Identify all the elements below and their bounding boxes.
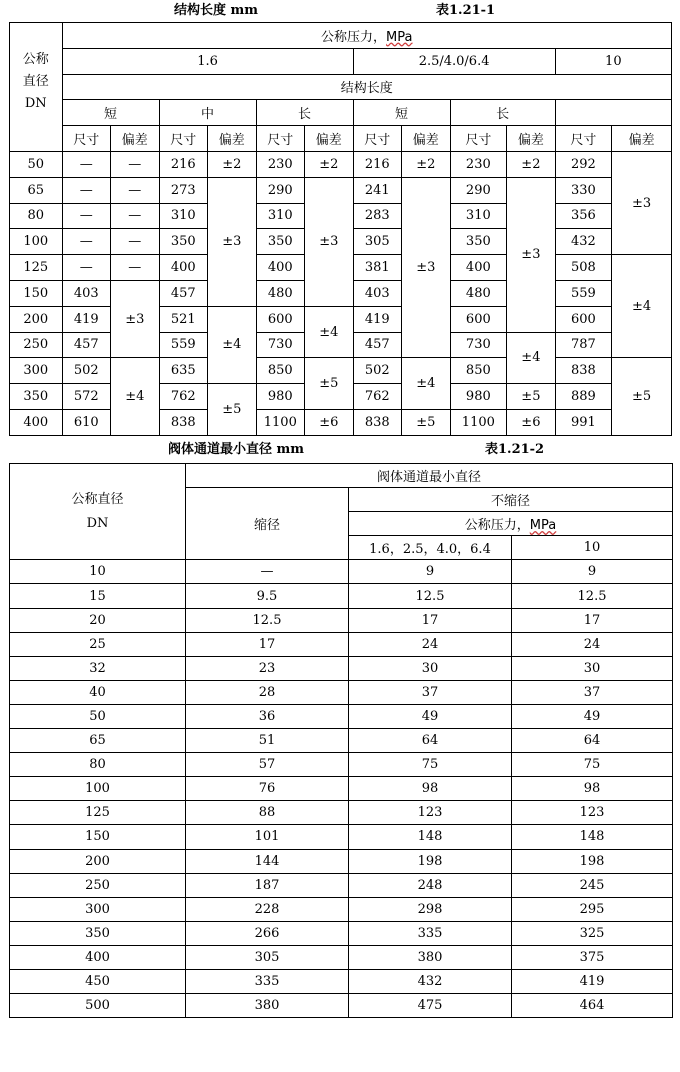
full-bore-pn10-cell: 75 bbox=[512, 753, 673, 777]
size-cell: 787 bbox=[555, 332, 612, 358]
dn-cell: 200 bbox=[10, 306, 63, 332]
size-cell: 400 bbox=[159, 255, 208, 281]
size-cell: 1100 bbox=[256, 409, 305, 435]
tolerance-cell: ±4 bbox=[612, 255, 672, 358]
full-bore-low-pressure-cell: 64 bbox=[349, 729, 512, 753]
table-row bbox=[10, 873, 673, 897]
full-bore-pn10-cell: 9 bbox=[512, 560, 673, 584]
table2-number: 表1.21-2 bbox=[485, 442, 545, 457]
size-cell: 635 bbox=[159, 358, 208, 384]
dn-cell: 500 bbox=[10, 994, 186, 1018]
tolerance-header: 偏差 bbox=[402, 126, 451, 152]
size-cell: 480 bbox=[256, 280, 305, 306]
size-cell: 838 bbox=[159, 409, 208, 435]
size-cell: 600 bbox=[555, 306, 612, 332]
table-row bbox=[10, 177, 672, 203]
size-cell: 381 bbox=[353, 255, 402, 281]
reduced-bore-cell: 335 bbox=[186, 969, 349, 993]
table-row bbox=[10, 994, 673, 1018]
dn-cell: 300 bbox=[10, 358, 63, 384]
size-cell: 457 bbox=[62, 332, 111, 358]
size-cell: — bbox=[62, 151, 111, 177]
full-bore-low-pressure-cell: 248 bbox=[349, 873, 512, 897]
table1-type-row bbox=[10, 100, 672, 126]
reduced-bore-cell: — bbox=[186, 560, 349, 584]
tolerance-cell: ±5 bbox=[612, 358, 672, 435]
size-cell: 350 bbox=[450, 229, 507, 255]
size-cell: 559 bbox=[159, 332, 208, 358]
size-cell: 230 bbox=[450, 151, 507, 177]
size-cell: 730 bbox=[256, 332, 305, 358]
dn-cell: 350 bbox=[10, 384, 63, 410]
reduced-bore-cell: 101 bbox=[186, 825, 349, 849]
tolerance-cell: ±5 bbox=[305, 358, 354, 410]
dn-cell: 65 bbox=[10, 729, 186, 753]
size-cell: 400 bbox=[450, 255, 507, 281]
tolerance-header: 偏差 bbox=[208, 126, 257, 152]
full-bore-low-pressure-cell: 30 bbox=[349, 656, 512, 680]
size-cell: 457 bbox=[159, 280, 208, 306]
full-bore-pn10-cell: 198 bbox=[512, 849, 673, 873]
size-header: 尺寸 bbox=[256, 126, 305, 152]
full-bore-low-pressure-cell: 198 bbox=[349, 849, 512, 873]
size-cell: 290 bbox=[256, 177, 305, 203]
full-bore-low-pressure-cell: 148 bbox=[349, 825, 512, 849]
table-row bbox=[10, 825, 673, 849]
dn-header-cell bbox=[10, 464, 186, 560]
reduced-bore-cell: 88 bbox=[186, 801, 349, 825]
dn-header-line: 公称直径 bbox=[71, 491, 124, 507]
size-cell: 216 bbox=[353, 151, 402, 177]
table-row bbox=[10, 945, 673, 969]
size-cell: 457 bbox=[353, 332, 402, 358]
full-bore-low-pressure-cell: 75 bbox=[349, 753, 512, 777]
reduced-bore-cell: 228 bbox=[186, 897, 349, 921]
reduced-bore-cell: 9.5 bbox=[186, 584, 349, 608]
tolerance-cell: ±4 bbox=[111, 358, 160, 435]
size-header: 尺寸 bbox=[555, 126, 612, 152]
dn-cell: 10 bbox=[10, 560, 186, 584]
size-cell: 1100 bbox=[450, 409, 507, 435]
size-cell: 572 bbox=[62, 384, 111, 410]
table-row bbox=[10, 897, 673, 921]
size-cell: 400 bbox=[256, 255, 305, 281]
reduced-bore-cell: 51 bbox=[186, 729, 349, 753]
size-cell: 432 bbox=[555, 229, 612, 255]
dn-cell: 65 bbox=[10, 177, 63, 203]
full-bore-pn10-cell: 295 bbox=[512, 897, 673, 921]
dn-cell: 400 bbox=[10, 409, 63, 435]
dn-cell: 400 bbox=[10, 945, 186, 969]
pressure-low: 1.6，2.5，4.0，6.4 bbox=[349, 536, 512, 560]
size-cell: 762 bbox=[159, 384, 208, 410]
dn-cell: 300 bbox=[10, 897, 186, 921]
reduced-bore-cell: 144 bbox=[186, 849, 349, 873]
dn-cell: 350 bbox=[10, 921, 186, 945]
length-header: 结构长度 bbox=[62, 74, 671, 100]
dn-cell: 125 bbox=[10, 801, 186, 825]
size-cell: 419 bbox=[62, 306, 111, 332]
size-cell: 600 bbox=[256, 306, 305, 332]
reduced-bore-cell: 187 bbox=[186, 873, 349, 897]
full-bore-low-pressure-cell: 432 bbox=[349, 969, 512, 993]
size-cell: 290 bbox=[450, 177, 507, 203]
reduced-bore-cell: 380 bbox=[186, 994, 349, 1018]
tolerance-header: 偏差 bbox=[111, 126, 160, 152]
size-cell: 521 bbox=[159, 306, 208, 332]
size-cell: 330 bbox=[555, 177, 612, 203]
full-bore-pn10-cell: 98 bbox=[512, 777, 673, 801]
size-cell: 356 bbox=[555, 203, 612, 229]
table-row bbox=[10, 849, 673, 873]
full-bore-pn10-cell: 375 bbox=[512, 945, 673, 969]
size-cell: 480 bbox=[450, 280, 507, 306]
type-long: 长 bbox=[256, 100, 353, 126]
full-bore-low-pressure-cell: 380 bbox=[349, 945, 512, 969]
reduced-bore-cell: 76 bbox=[186, 777, 349, 801]
reduced-bore-cell: 12.5 bbox=[186, 608, 349, 632]
size-header: 尺寸 bbox=[62, 126, 111, 152]
full-bore-low-pressure-cell: 98 bbox=[349, 777, 512, 801]
full-bore-pn10-cell: 49 bbox=[512, 704, 673, 728]
size-header: 尺寸 bbox=[450, 126, 507, 152]
min-bore-header: 阀体通道最小直径 bbox=[186, 464, 673, 488]
table-row bbox=[10, 921, 673, 945]
tolerance-cell: ±2 bbox=[305, 151, 354, 177]
full-bore-pn10-cell: 464 bbox=[512, 994, 673, 1018]
table-row bbox=[10, 704, 673, 728]
reduced-bore-cell: 305 bbox=[186, 945, 349, 969]
table-row bbox=[10, 777, 673, 801]
pressure-unit: MPa bbox=[386, 29, 413, 45]
dn-cell: 150 bbox=[10, 825, 186, 849]
dn-cell: 100 bbox=[10, 229, 63, 255]
reduced-bore-cell: 23 bbox=[186, 656, 349, 680]
type-short: 短 bbox=[353, 100, 450, 126]
size-cell: 403 bbox=[62, 280, 111, 306]
size-cell: 559 bbox=[555, 280, 612, 306]
size-cell: 310 bbox=[256, 203, 305, 229]
full-bore-low-pressure-cell: 17 bbox=[349, 608, 512, 632]
size-cell: — bbox=[62, 203, 111, 229]
pressure-header bbox=[62, 23, 671, 49]
table1-title: 结构长度 mm bbox=[174, 3, 259, 18]
size-cell: — bbox=[62, 229, 111, 255]
size-cell: 350 bbox=[159, 229, 208, 255]
table-row bbox=[10, 729, 673, 753]
dn-cell: 20 bbox=[10, 608, 186, 632]
table-row bbox=[10, 969, 673, 993]
reduced-bore-cell: 17 bbox=[186, 632, 349, 656]
dn-cell: 100 bbox=[10, 777, 186, 801]
size-cell: 241 bbox=[353, 177, 402, 203]
type-long: 长 bbox=[450, 100, 555, 126]
table2-header-row bbox=[10, 464, 673, 488]
dn-cell: 80 bbox=[10, 203, 63, 229]
table2-title: 阀体通道最小直径 mm bbox=[168, 442, 305, 457]
full-bore-low-pressure-cell: 49 bbox=[349, 704, 512, 728]
tolerance-cell: ±5 bbox=[402, 409, 451, 435]
table-row bbox=[10, 358, 672, 384]
pressure-1-6: 1.6 bbox=[62, 48, 353, 74]
tolerance-cell: ±6 bbox=[507, 409, 556, 435]
size-cell: 600 bbox=[450, 306, 507, 332]
full-bore-low-pressure-cell: 37 bbox=[349, 680, 512, 704]
tolerance-cell: — bbox=[111, 177, 160, 203]
size-cell: 502 bbox=[353, 358, 402, 384]
size-cell: 292 bbox=[555, 151, 612, 177]
tolerance-cell: ±3 bbox=[612, 151, 672, 254]
tolerance-cell: ±2 bbox=[507, 151, 556, 177]
dn-cell: 50 bbox=[10, 704, 186, 728]
table-row bbox=[10, 656, 673, 680]
full-bore-pn10-cell: 24 bbox=[512, 632, 673, 656]
table-row bbox=[10, 801, 673, 825]
dn-cell: 250 bbox=[10, 332, 63, 358]
dn-header-line: 公称 bbox=[22, 52, 49, 67]
size-cell: 310 bbox=[450, 203, 507, 229]
table1-subheader-row bbox=[10, 126, 672, 152]
full-bore-low-pressure-cell: 298 bbox=[349, 897, 512, 921]
tolerance-header: 偏差 bbox=[612, 126, 672, 152]
reduced-bore-cell: 28 bbox=[186, 680, 349, 704]
tolerance-cell: ±4 bbox=[208, 306, 257, 383]
full-bore-pn10-cell: 123 bbox=[512, 801, 673, 825]
tolerance-cell: — bbox=[111, 151, 160, 177]
pressure-header bbox=[349, 512, 673, 536]
full-bore-pn10-cell: 12.5 bbox=[512, 584, 673, 608]
table-row bbox=[10, 680, 673, 704]
reduced-bore-cell: 36 bbox=[186, 704, 349, 728]
tolerance-cell: ±2 bbox=[208, 151, 257, 177]
full-bore-low-pressure-cell: 475 bbox=[349, 994, 512, 1018]
tolerance-cell: — bbox=[111, 203, 160, 229]
size-cell: 991 bbox=[555, 409, 612, 435]
size-cell: 273 bbox=[159, 177, 208, 203]
tolerance-cell: ±3 bbox=[305, 177, 354, 306]
tolerance-cell: ±5 bbox=[208, 384, 257, 436]
tolerance-cell: ±4 bbox=[402, 358, 451, 410]
size-cell: 762 bbox=[353, 384, 402, 410]
size-header: 尺寸 bbox=[353, 126, 402, 152]
table-row bbox=[10, 632, 673, 656]
size-cell: 216 bbox=[159, 151, 208, 177]
size-cell: 508 bbox=[555, 255, 612, 281]
tolerance-cell: ±5 bbox=[507, 384, 556, 410]
dn-cell: 40 bbox=[10, 680, 186, 704]
dn-cell: 80 bbox=[10, 753, 186, 777]
size-cell: 403 bbox=[353, 280, 402, 306]
dn-cell: 150 bbox=[10, 280, 63, 306]
reduced-bore-cell: 57 bbox=[186, 753, 349, 777]
size-cell: 230 bbox=[256, 151, 305, 177]
pressure-10: 10 bbox=[555, 48, 671, 74]
size-cell: 730 bbox=[450, 332, 507, 358]
reduced-bore-cell: 266 bbox=[186, 921, 349, 945]
tolerance-header: 偏差 bbox=[507, 126, 556, 152]
table1-pressure-row bbox=[10, 48, 672, 74]
type-blank bbox=[555, 100, 671, 126]
size-cell: 850 bbox=[256, 358, 305, 384]
size-cell: 310 bbox=[159, 203, 208, 229]
table-row bbox=[10, 151, 672, 177]
size-cell: 283 bbox=[353, 203, 402, 229]
table-row bbox=[10, 608, 673, 632]
table1-number: 表1.21-1 bbox=[436, 3, 496, 18]
tolerance-cell: ±3 bbox=[507, 177, 556, 332]
full-bore-low-pressure-cell: 9 bbox=[349, 560, 512, 584]
table-row bbox=[10, 753, 673, 777]
table1-header-row bbox=[10, 23, 672, 49]
structure-length-table bbox=[9, 22, 672, 436]
dn-cell: 450 bbox=[10, 969, 186, 993]
dn-header-line: DN bbox=[24, 96, 47, 111]
table1-length-header-row bbox=[10, 74, 672, 100]
tolerance-cell: — bbox=[111, 255, 160, 281]
size-cell: 305 bbox=[353, 229, 402, 255]
pressure-unit: MPa bbox=[529, 518, 557, 534]
tolerance-cell: ±6 bbox=[305, 409, 354, 435]
full-bore-pn10-cell: 325 bbox=[512, 921, 673, 945]
full-bore-low-pressure-cell: 24 bbox=[349, 632, 512, 656]
full-bore-low-pressure-cell: 12.5 bbox=[349, 584, 512, 608]
size-cell: 838 bbox=[353, 409, 402, 435]
dn-cell: 200 bbox=[10, 849, 186, 873]
full-bore-pn10-cell: 64 bbox=[512, 729, 673, 753]
type-medium: 中 bbox=[159, 100, 256, 126]
full-bore-low-pressure-cell: 335 bbox=[349, 921, 512, 945]
size-cell: 838 bbox=[555, 358, 612, 384]
dn-cell: 50 bbox=[10, 151, 63, 177]
full-bore-header: 不缩径 bbox=[349, 488, 673, 512]
tolerance-cell: ±2 bbox=[402, 151, 451, 177]
reduced-header: 缩径 bbox=[186, 488, 349, 560]
full-bore-pn10-cell: 245 bbox=[512, 873, 673, 897]
dn-cell: 125 bbox=[10, 255, 63, 281]
tolerance-cell: — bbox=[111, 229, 160, 255]
dn-header-line: DN bbox=[86, 515, 109, 531]
full-bore-pn10-cell: 419 bbox=[512, 969, 673, 993]
table-row bbox=[10, 560, 673, 584]
size-cell: 850 bbox=[450, 358, 507, 384]
size-cell: — bbox=[62, 255, 111, 281]
size-cell: 610 bbox=[62, 409, 111, 435]
table-row bbox=[10, 409, 672, 435]
pressure-header-label: 公称压力， bbox=[321, 29, 387, 45]
full-bore-pn10-cell: 17 bbox=[512, 608, 673, 632]
pressure-2-5-6-4: 2.5/4.0/6.4 bbox=[353, 48, 555, 74]
dn-header-cell bbox=[10, 23, 63, 152]
tolerance-cell: ±3 bbox=[111, 280, 160, 357]
table-row bbox=[10, 584, 673, 608]
tolerance-cell: ±4 bbox=[507, 332, 556, 384]
full-bore-pn10-cell: 148 bbox=[512, 825, 673, 849]
tolerance-cell: ±3 bbox=[208, 177, 257, 306]
size-cell: 889 bbox=[555, 384, 612, 410]
size-cell: 502 bbox=[62, 358, 111, 384]
pressure-header-label: 公称压力， bbox=[464, 518, 530, 534]
dn-cell: 32 bbox=[10, 656, 186, 680]
dn-cell: 250 bbox=[10, 873, 186, 897]
table-row bbox=[10, 306, 672, 332]
type-short: 短 bbox=[62, 100, 159, 126]
pressure-10: 10 bbox=[512, 536, 673, 560]
size-header: 尺寸 bbox=[159, 126, 208, 152]
full-bore-pn10-cell: 37 bbox=[512, 680, 673, 704]
min-bore-table bbox=[9, 463, 673, 1018]
dn-cell: 15 bbox=[10, 584, 186, 608]
tolerance-cell: ±3 bbox=[402, 177, 451, 358]
dn-header-line: 直径 bbox=[22, 74, 49, 89]
size-cell: 980 bbox=[450, 384, 507, 410]
size-cell: 980 bbox=[256, 384, 305, 410]
dn-cell: 25 bbox=[10, 632, 186, 656]
full-bore-pn10-cell: 30 bbox=[512, 656, 673, 680]
size-cell: 350 bbox=[256, 229, 305, 255]
size-cell: 419 bbox=[353, 306, 402, 332]
size-cell: — bbox=[62, 177, 111, 203]
tolerance-header: 偏差 bbox=[305, 126, 354, 152]
full-bore-low-pressure-cell: 123 bbox=[349, 801, 512, 825]
tolerance-cell: ±4 bbox=[305, 306, 354, 358]
